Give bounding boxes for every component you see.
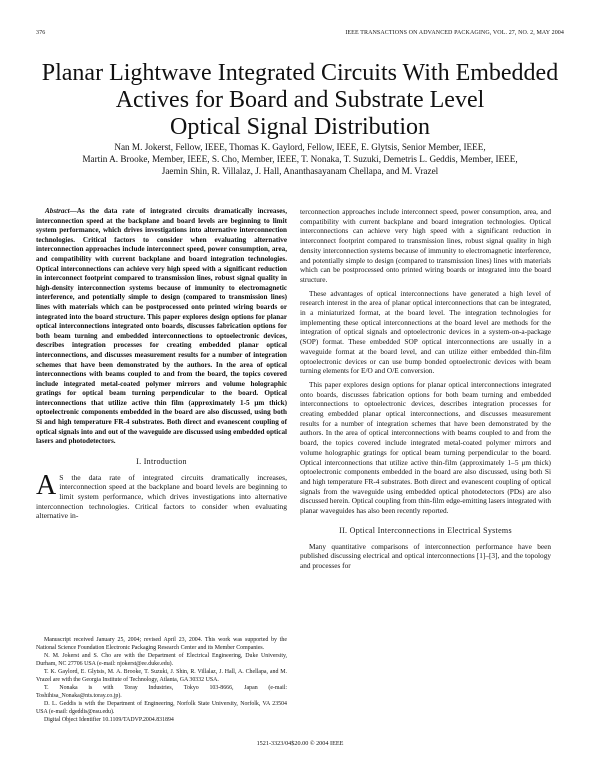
right-column bbox=[300, 207, 551, 571]
title-line: Optical Signal Distribution bbox=[170, 114, 430, 140]
author-line: Jaemin Shin, R. Villalaz, J. Hall, Ananthasayanam Chellapa, and M. Vrazel bbox=[161, 166, 439, 176]
abstract-text: As the data rate of integrated circuits dramatically increases, interconnection speed at the backplane and board levels are beginning to limit system performance, which drives investigations into alternative interconnection technologies. Critical factors to consider when evaluating alternative interconnection approaches include interconnect speed, power consumption, area, and compatibility with current backplane and board integration technologies. Optical interconnections can achieve very high speed with a significant reduction in interconnect footprint compared to transmission lines, robust signal quality in high-density interconnection systems because of immunity to electromagnetic interference, and potentially simple to design (compared to transmission lines) lines with materials which can be postprocessed onto printed wiring boards or integrated into the board structure. This paper explores design options for planar optical interconnections integrated onto boards, discusses fabrication options for both beam turning and embedded interconnections to optoelectronic devices, describes integration processes for creating embedded planar optical interconnections, and discusses measurement results for a number of integration schemes that have been demonstrated by the authors. In the area of optical interconnections with beams coupled to and from the board, the topics covered include integrated metal-coated polymer mirrors and volume holographic gratings for optical beam turning perpendicular to the board. Optical interconnections that utilize active thin film (approximately 1-5 μm thick) optoelectronic components embedded in the board are also discussed, using both Si and high temperature FR-4 substrates. Both direct and evanescent coupling of optical signals into and out of the waveguide are discussed using embedded optical lasers and photodetectors. bbox=[36, 207, 287, 446]
abstract-label: Abstract— bbox=[45, 207, 77, 215]
intro-text: S the data rate of integrated circuits dramatically increases, interconnection speed at the backplane and board levels are beginning to limit system performance, which drives investigations into alternative interconnection technologies. Critical factors to consider when evaluating alternative in- bbox=[36, 472, 287, 521]
abstract bbox=[36, 207, 287, 447]
footnote: D. L. Geddis is with the Department of Engineering, Norfolk State University, Norfolk, VA 23504 USA (e-mail: dgeddis@nsu.edu). bbox=[36, 701, 287, 715]
footnote: T. Nonaka is with Toray Industries, Tokyo 103-8666, Japan (e-mail: Toshihisa_Nonaka@nts.toray.co.jp). bbox=[36, 685, 287, 699]
footnotes bbox=[36, 636, 287, 724]
body-paragraph: terconnection approaches include interconnect speed, power consumption, area, and compatibility with current backplane and board integration technologies. Optical interconnections can achieve very high speed with a significant reduction in interconnect footprint compared to transmission lines, robust signal quality in high density interconnection systems because of immunity to electromagnetic interference, and potentially simple to design (compared to transmission lines) lines with materials which can be postprocessed onto printed wiring boards or integrated into the board structure. bbox=[300, 207, 551, 284]
left-column bbox=[36, 207, 287, 521]
footnote: N. M. Jokerst and S. Cho are with the Department of Electrical Engineering, Duke University, Durham, NC 27706 USA (e-mail: njokerst@ee.duke.edu). bbox=[36, 653, 287, 667]
body-paragraph: Many quantitative comparisons of interconnection performance have been published discussing electrical and optical interconnections [1]–[3], and the topology and processes for bbox=[300, 541, 551, 570]
drop-cap: A bbox=[36, 469, 57, 501]
author-list bbox=[30, 141, 570, 177]
intro-paragraph bbox=[36, 469, 287, 522]
journal-citation: IEEE TRANSACTIONS ON ADVANCED PACKAGING, VOL. 27, NO. 2, MAY 2004 bbox=[345, 30, 564, 36]
footnote: T. K. Gaylord, E. Glytsis, M. A. Brooke, T. Suzuki, J. Shin, R. Villalaz, J. Hall, A. Chellapa, and M. Vrazel are with the Georgia Institute of Technology, Atlanta, GA 30332 USA. bbox=[36, 669, 287, 683]
footnote: Manuscript received January 25, 2004; revised April 23, 2004. This work was supported by the National Science Foundation Electronic Packaging Research Center and its Member Companies. bbox=[36, 637, 287, 651]
footnote-doi: Digital Object Identifier 10.1109/TADVP.2004.831894 bbox=[44, 717, 174, 723]
author-line: Martin A. Brooke, Member, IEEE, S. Cho, Member, IEEE, T. Nonaka, T. Suzuki, Demetris L. Geddis, Member, IEEE, bbox=[82, 154, 518, 164]
page-number: 376 bbox=[36, 30, 46, 36]
body-paragraph: These advantages of optical interconnections have generated a high level of research interest in the area of planar optical interconnections that can be integrated, in a miniaturized format, at the board level. The integration technologies for implementing these optical interconnections at the board level are methods for the integration of optical signals and optoelectronic devices in a system-on-a-package (SOP) format. These embedded SOP optical interconnections are usually in a waveguide format at the board level, and can utilize either embedded thin-film optoelectronic devices or can use bump bonded optoelectronic devices with beam turning elements for E/O and O/E conversion. bbox=[300, 288, 551, 376]
body-paragraph: This paper explores design options for planar optical interconnections integrated onto boards, discusses fabrication options for both beam turning and embedded interconnections to optoelectronic devices, describes integration processes for creating embedded planar optical interconnections, and discusses measurement results for a number of integration schemes that have been demonstrated by the authors. In the area of optical interconnections with beams coupled to and from the board, the topics covered include integrated metal-coated polymer mirrors and volume holographic gratings for optical beam turning perpendicular to the board. Optical interconnections that utilize active thin-film (approximately 1–5 μm thick) optoelectronic components embedded in the board are also discussed, using both Si and high temperature FR-4 substrates. Both direct and evanescent coupling of optical signals from the waveguide using embedded optical photodetectors (PDs) are also discussed herein. Optical coupling from thin-film edge-emitting lasers integrated with planar waveguides has also been recently reported. bbox=[300, 379, 551, 516]
title-line: Planar Lightwave Integrated Circuits With Embedded bbox=[41, 60, 559, 86]
paper-title bbox=[20, 60, 580, 141]
author-line: Nan M. Jokerst, Fellow, IEEE, Thomas K. Gaylord, Fellow, IEEE, E. Glytsis, Senior Member, IEEE, bbox=[114, 142, 486, 152]
section-heading-optical-interconnections: II. Optical Interconnections in Electrical Systems bbox=[339, 525, 512, 535]
copyright-footer: 1521-3323/04$20.00 © 2004 IEEE bbox=[256, 740, 344, 747]
section-heading-introduction: I. Introduction bbox=[136, 456, 187, 466]
running-header bbox=[36, 30, 564, 40]
title-line: Actives for Board and Substrate Level bbox=[115, 87, 485, 113]
